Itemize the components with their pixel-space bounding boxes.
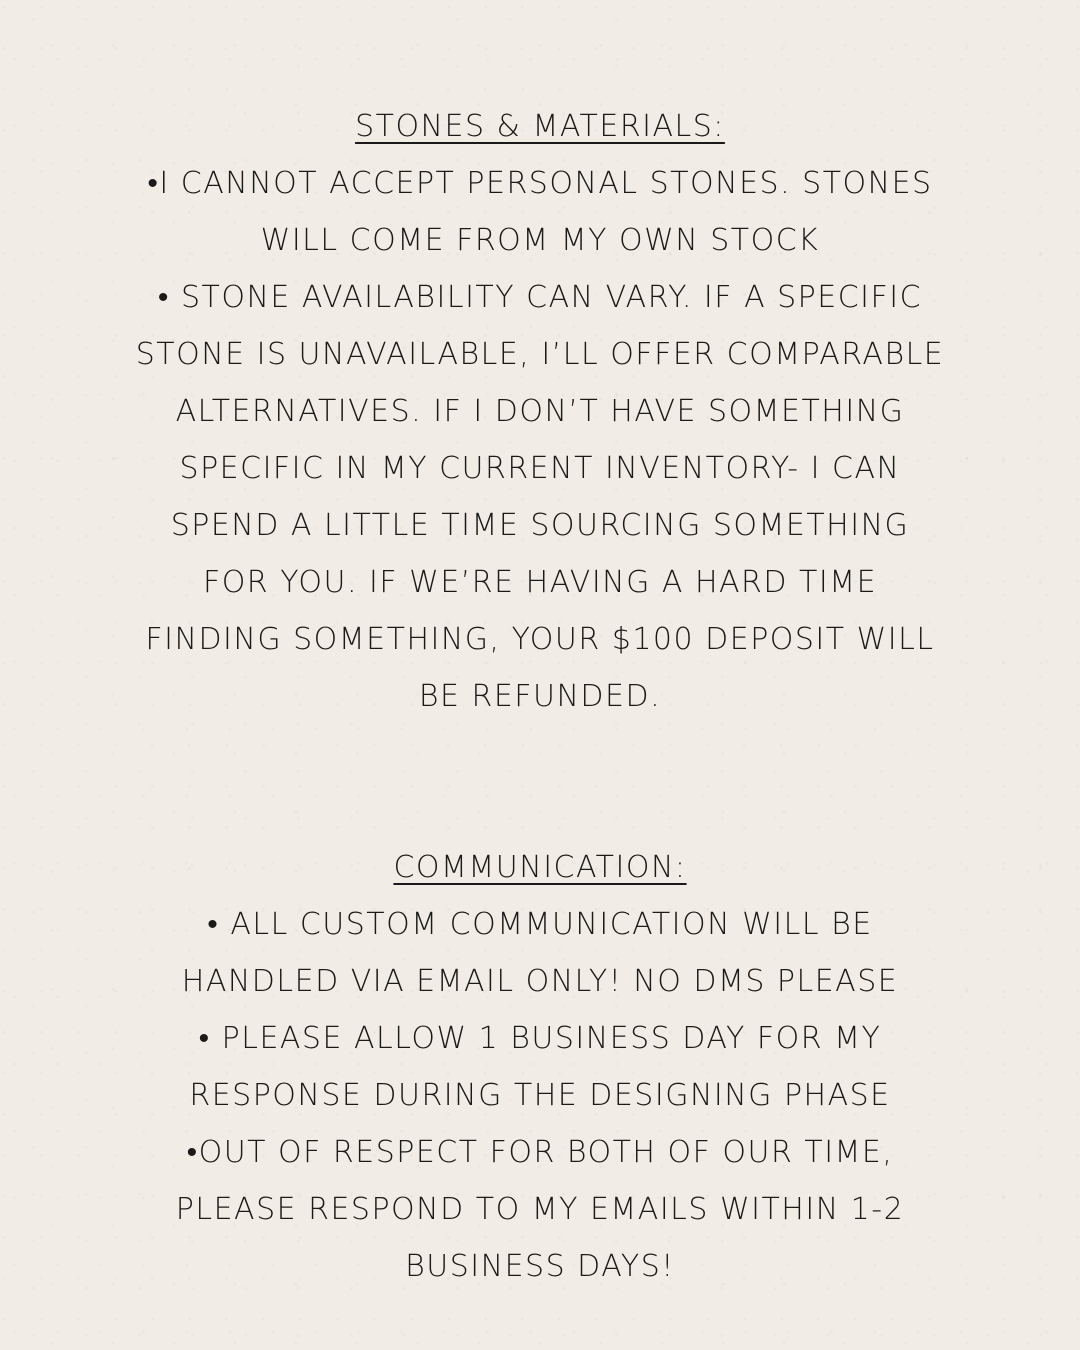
stones-line: SPECIFIC IN MY CURRENT INVENTORY- I CAN: [179, 451, 901, 486]
stones-line: • STONE AVAILABILITY CAN VARY. IF A SPECIFIC: [157, 280, 923, 315]
communication-line: • PLEASE ALLOW 1 BUSINESS DAY FOR MY: [198, 1021, 882, 1056]
stones-line: FOR YOU. IF WE’RE HAVING A HARD TIME: [202, 565, 878, 600]
communication-line: BUSINESS DAYS!: [405, 1249, 675, 1284]
stones-line: ALTERNATIVES. IF I DON’T HAVE SOMETHING: [175, 394, 905, 429]
stones-line: STONE IS UNAVAILABLE, I’LL OFFER COMPARABLE: [135, 337, 945, 372]
stones-line: WILL COME FROM MY OWN STOCK: [260, 223, 820, 258]
section-title-stones: STONES & MATERIALS:: [355, 109, 725, 144]
communication-line: • ALL CUSTOM COMMUNICATION WILL BE: [207, 907, 873, 942]
stones-line: FINDING SOMETHING, YOUR $100 DEPOSIT WILL: [145, 622, 935, 657]
communication-line: RESPONSE DURING THE DESIGNING PHASE: [189, 1078, 891, 1113]
stones-materials-section: [0, 98, 1080, 725]
stones-line: SPEND A LITTLE TIME SOURCING SOMETHING: [170, 508, 910, 543]
communication-line: •OUT OF RESPECT FOR BOTH OF OUR TIME,: [186, 1135, 894, 1170]
section-spacer: [0, 725, 1080, 839]
stones-line: BE REFUNDED.: [418, 679, 662, 714]
communication-section: [0, 839, 1080, 1295]
communication-line: PLEASE RESPOND TO MY EMAILS WITHIN 1-2: [175, 1192, 905, 1227]
section-title-communication: COMMUNICATION:: [393, 850, 687, 885]
policy-document: [0, 98, 1080, 1295]
stones-line: •I CANNOT ACCEPT PERSONAL STONES. STONES: [147, 166, 933, 201]
communication-line: HANDLED VIA EMAIL ONLY! NO DMS PLEASE: [181, 964, 899, 999]
